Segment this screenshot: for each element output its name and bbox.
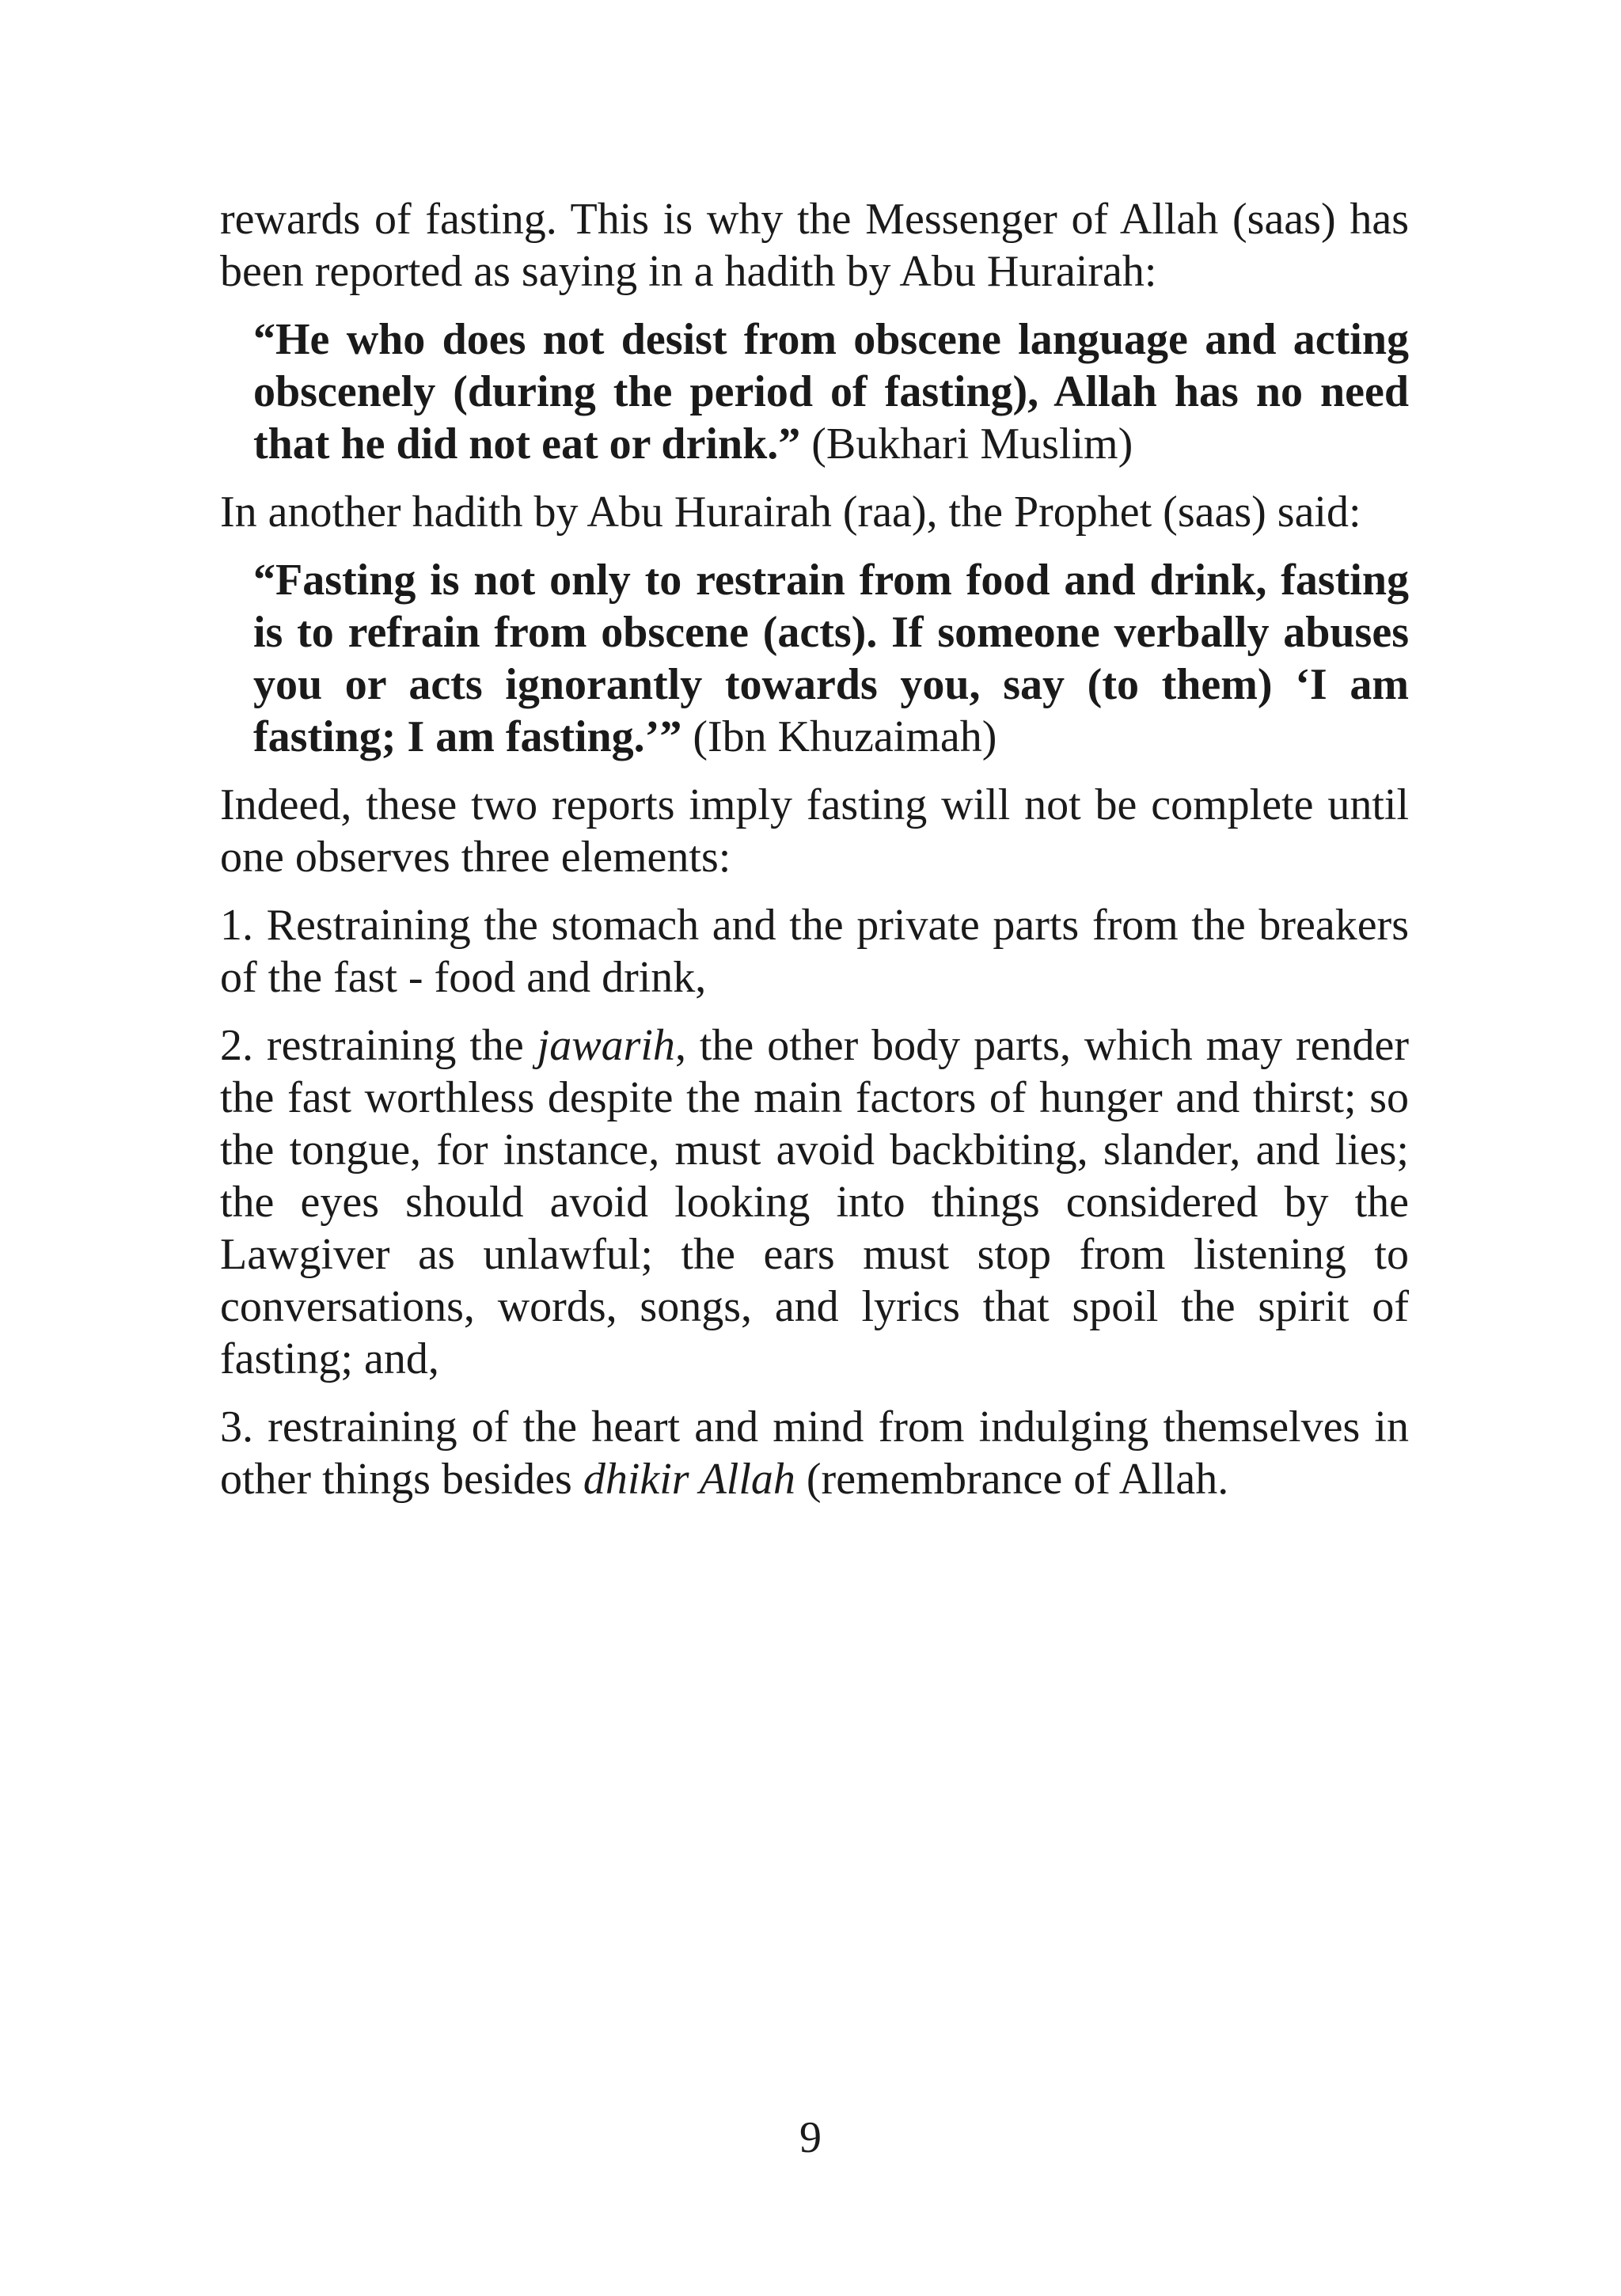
- list-item-1: 1. Restraining the stomach and the private parts from the breakers of the fast - food and drink,: [220, 901, 1409, 1002]
- hadith-quote-1: [253, 313, 1409, 470]
- hadith-quote-2-source: (Ibn Khuzaimah): [681, 712, 997, 761]
- hadith-quote-2-text: “Fasting is not only to restrain from food and drink, fasting is to refrain from obscene (acts). If someone verbally abuses you or acts ignorantly towards you, say (to them) ‘I am fasting; I am fasting.’”: [253, 556, 1409, 761]
- page-body: [220, 193, 1409, 1521]
- paragraph-intro: rewards of fasting. This is why the Messenger of Allah (saas) has been reported as saying in a hadith by Abu Hurairah:: [220, 195, 1409, 296]
- list-item-2: [220, 1019, 1409, 1385]
- paragraph-another-hadith: In another hadith by Abu Hurairah (raa), the Prophet (saas) said:: [220, 488, 1361, 537]
- list-item-2-rest: , the other body parts, which may render the fast worthless despite the main factors of hunger and thirst; so the tongue, for instance, must avoid backbiting, slander, and lies; the eyes should avoid looking into things considered by the Lawgiver as unlawful; the ears must stop from listening to conversations, words, songs, and lyrics that spoil the spirit of fasting; and,: [220, 1021, 1410, 1383]
- list-item-2-start: 2. restraining the: [220, 1021, 537, 1070]
- paragraph-three-elements: Indeed, these two reports imply fasting will not be complete until one observes three elements:: [220, 780, 1409, 882]
- list-item-3-start: 3. restraining of the heart and mind from indulging themselves in other things besides: [220, 1402, 1409, 1504]
- page-number: 9: [799, 2113, 822, 2162]
- hadith-quote-1-text: “He who does not desist from obscene language and acting obscenely (during the period of fasting), Allah has no need that he did not eat or drink.”: [253, 315, 1409, 469]
- list-item-3: [220, 1401, 1409, 1505]
- list-item-3-rest: (remembrance of Allah.: [795, 1455, 1229, 1504]
- list-item-2-term: jawarih: [537, 1021, 675, 1070]
- hadith-quote-2: [253, 554, 1409, 763]
- list-item-3-term: dhikir Allah: [583, 1455, 795, 1504]
- hadith-quote-1-source: (Bukhari Muslim): [800, 419, 1133, 469]
